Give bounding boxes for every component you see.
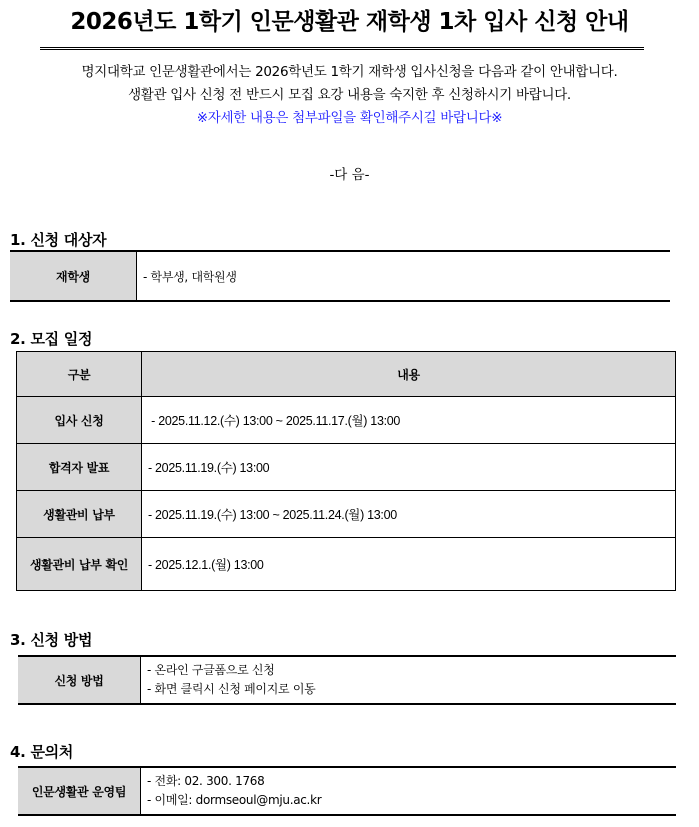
contact-value	[141, 767, 677, 815]
contact-table	[18, 766, 676, 816]
schedule-row-label: 합격자 발표	[17, 444, 142, 491]
method-line: - 화면 클릭시 신청 페이지로 이동	[147, 682, 316, 696]
schedule-col-content: 내용	[142, 352, 676, 397]
table-row	[17, 397, 676, 444]
intro-line-2: 생활관 입사 신청 전 반드시 모집 요강 내용을 숙지한 후 신청하시기 바랍니다.	[128, 87, 571, 103]
eligibility-label: 재학생	[10, 251, 137, 301]
schedule-col-category: 구분	[17, 352, 142, 397]
section-heading-method: 3. 신청 방법	[10, 631, 93, 649]
schedule-row-label: 생활관비 납부	[17, 491, 142, 538]
section-heading-schedule: 2. 모집 일정	[10, 330, 93, 348]
divider-text: -다 음-	[329, 167, 370, 183]
attachment-notice: ※자세한 내용은 첨부파일을 확인해주시길 바랍니다※	[196, 110, 503, 126]
table-row	[17, 538, 676, 591]
schedule-row-value: - 2025.11.12.(수) 13:00 ~ 2025.11.17.(월) 13:00	[142, 397, 676, 444]
contact-label: 인문생활관 운영팀	[18, 767, 141, 815]
table-row	[17, 444, 676, 491]
schedule-row-value: - 2025.11.19.(수) 13:00	[142, 444, 676, 491]
contact-phone: - 전화: 02. 300. 1768	[147, 774, 265, 788]
eligibility-table	[10, 250, 670, 302]
method-label: 신청 방법	[18, 656, 141, 704]
method-table	[18, 655, 676, 705]
schedule-table	[16, 351, 676, 591]
schedule-row-value: - 2025.11.19.(수) 13:00 ~ 2025.11.24.(월) 13:00	[142, 491, 676, 538]
eligibility-value: - 학부생, 대학원생	[143, 269, 237, 284]
title-divider	[40, 47, 644, 50]
schedule-row-value: - 2025.12.1.(월) 13:00	[142, 538, 676, 591]
method-value	[141, 656, 677, 704]
schedule-row-label: 생활관비 납부 확인	[17, 538, 142, 591]
intro-line-1: 명지대학교 인문생활관에서는 2026학년도 1학기 재학생 입사신청을 다음과 같이 안내합니다.	[81, 64, 618, 80]
contact-email: - 이메일: dormseoul@mju.ac.kr	[147, 793, 322, 807]
method-line: - 온라인 구글폼으로 신청	[147, 663, 275, 677]
page-title: 2026년도 1학기 인문생활관 재학생 1차 입사 신청 안내	[70, 9, 629, 35]
section-heading-contact: 4. 문의처	[10, 743, 74, 761]
table-row	[17, 491, 676, 538]
schedule-row-label: 입사 신청	[17, 397, 142, 444]
section-heading-eligibility: 1. 신청 대상자	[10, 231, 107, 249]
